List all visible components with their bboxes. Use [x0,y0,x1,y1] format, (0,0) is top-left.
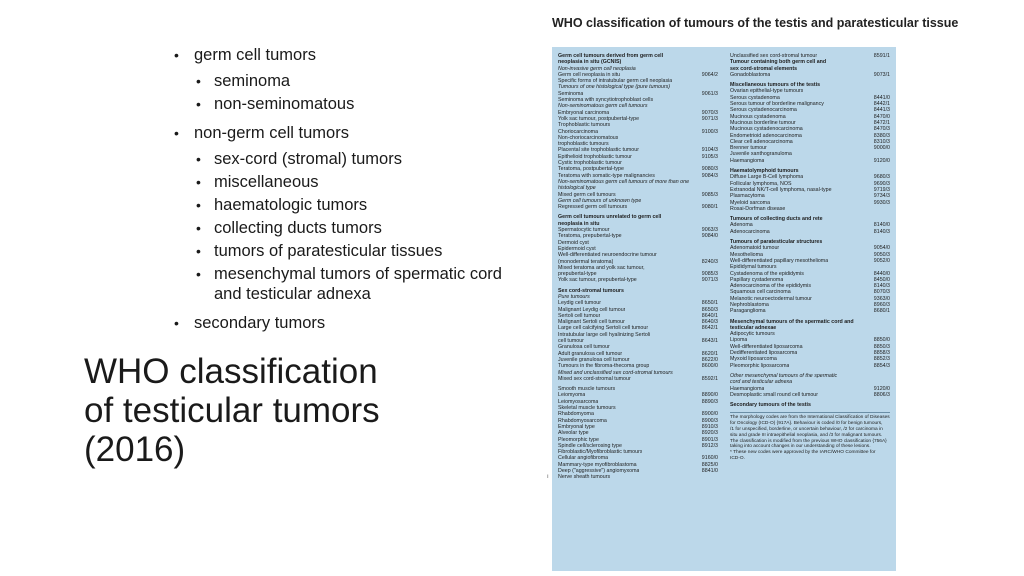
entry-code: 9052/0 [873,257,890,264]
entry-name: Dedifferentiated liposarcoma [730,350,798,357]
figure-entry [730,363,890,369]
entry-name: Epididymal tumours [730,264,777,271]
footnote-line: for Oncology (ICD-O) {917A}. Behaviour is coded /0 for benign tumours, [730,421,883,427]
entry-name: Unclassified sex cord-stromal tumour [730,53,818,59]
entry-name: Cellular angiofibroma [558,455,609,462]
footnote-line: ICD-O. [730,456,745,462]
entry-code: 9120/0 [873,157,890,164]
entry-name: Germ cell neoplasia in situ [558,71,621,78]
figure-entry [730,229,890,235]
bullet-label: non-germ cell tumors [194,124,349,142]
entry-code: 9363/0 [873,295,890,302]
entry-code: 8442/1 [873,101,890,108]
sub-bullet-item: • non-seminomatous [194,94,532,114]
entry-code: 9084/0 [701,233,718,240]
entry-name: Tumours in the fibroma-thecoma group [558,363,650,370]
entry-name: Clear cell adenocarcinoma [730,138,793,145]
figure-entry [730,206,890,212]
entry-name: Non-invasive germ cell neoplasia [558,65,636,72]
entry-name: trophoblastic tumours [558,141,609,148]
entry-name: Nerve sheath tumours [558,474,611,481]
entry-code: 8825/0 [701,461,718,468]
entry-name: Intratubular large cell hyalinizing Sertoli [558,331,651,338]
figure-entry [558,277,718,283]
entry-name: Adenocarcinoma [730,228,770,235]
figure-margin-mark: ı [547,474,549,480]
entry-code: 9000/0 [873,145,890,152]
entry-name: Pleomorphic liposarcoma [730,362,790,369]
entry-name: Teratoma, postpubertal-type [558,166,624,173]
entry-code: 8854/3 [873,362,890,369]
entry-name: Mucinous cystadenocarcinoma [730,126,803,133]
entry-name: Sex cord-stromal tumours [558,287,624,294]
entry-name: Paraganglioma [730,308,766,315]
entry-name: Seminoma [558,90,584,97]
entry-code: 9073/1 [873,71,890,78]
entry-code: 8470/0 [873,113,890,120]
entry-name: Spindle cell/sclerosing type [558,442,622,449]
figure-entry [730,308,890,314]
entry-code: 9680/3 [873,174,890,181]
sub-bullet-item: • mesenchymal tumors of spermatic cord and testicular adnexa [194,264,532,304]
entry-name: cell tumour [558,338,584,345]
entry-name: Malignant Sertoli cell tumour [558,319,625,326]
entry-code: 8680/1 [873,308,890,315]
entry-code: 9063/3 [701,227,718,234]
entry-code: 8140/0 [873,222,890,229]
entry-code: 8852/3 [873,356,890,363]
figure-entry [558,376,718,382]
entry-code [886,402,890,408]
figure-entry [730,402,890,408]
entry-name: Mammary-type myofibroblastoma [558,461,637,468]
entry-name: Desmoplastic small round cell tumour [730,391,819,398]
entry-name: Granulosa cell tumour [558,344,610,351]
entry-name: Extranodal NK/T-cell lymphoma, nasal-type [730,186,832,193]
entry-name: Epithelioid trophoblastic tumour [558,153,632,160]
entry-name: Squamous cell carcinoma [730,289,791,296]
entry-name: Diffuse Large B-Cell lymphoma [730,174,804,181]
entry-code: 8140/3 [873,283,890,290]
entry-name: Deep ("aggressive") angiomyxoma [558,468,640,474]
entry-name: Serous cystadenoma [730,94,780,101]
entry-name: Brenner tumour [730,145,767,152]
entry-name: Well-differentiated liposarcoma [730,343,803,350]
entry-code: 9080/1 [701,204,718,211]
entry-code: 9071/3 [701,115,718,122]
entry-name: Teratoma, prepubertal-type [558,233,622,240]
entry-name: Cystic trophoblastic tumour [558,160,622,167]
entry-name: Embryonal carcinoma [558,109,610,116]
entry-name: Adenoma [730,222,753,229]
figure-right-rows [730,53,890,408]
entry-name: Melanotic neuroectodermal tumour [730,295,812,302]
entry-name: Germ cell tumours unrelated to germ cell [558,214,662,221]
entry-code: 8470/3 [873,126,890,133]
entry-name: Nephroblastoma [730,301,769,308]
entry-name: testicular adnexae [730,324,777,331]
entry-name: Mixed sex cord-stromal tumour [558,375,631,382]
entry-code: 9105/3 [701,153,718,160]
entry-name: Haemangioma [730,157,765,164]
entry-name: Mucinous borderline tumour [730,119,796,126]
figure-entry [558,474,718,480]
bullet-label: secondary tumors [194,314,326,332]
slide-title: WHO classification of testicular tumors (2016) [84,352,380,469]
sub-bullet-item: • miscellaneous [194,172,532,192]
sub-bullet-item: • sex-cord (stromal) tumors [194,149,532,169]
entry-name: Epidermoid cyst [558,245,596,252]
entry-name: Pleomorphic type [558,436,599,443]
figure-entry [730,392,890,398]
entry-name: Adipocytic tumours [730,331,775,338]
bullet-list [172,42,532,336]
entry-code: 9930/3 [873,199,890,206]
entry-code: 9080/3 [701,166,718,173]
footnote-line: situ and grade III intraepithelial neoplasia, and /3 for malignant tumours. [730,432,883,438]
entry-name: Follicular lymphoma, NOS [730,180,792,187]
figure-entry [730,158,890,164]
entry-code: 8441/3 [873,107,890,114]
footnote-line: /1 for unspecified, borderline, or uncertain behaviour, /2 for carcinoma in [730,427,883,433]
entry-code: 9050/3 [873,251,890,258]
entry-code: 8850/3 [873,343,890,350]
figure-footnotes [730,412,890,461]
sub-bullet-item: • haematologic tumors [194,195,532,215]
entry-code: 9054/0 [873,245,890,252]
entry-code: 8806/3 [873,391,890,398]
entry-name: Haemangioma [730,385,765,392]
entry-name: Rosai-Dorfman disease [730,205,786,212]
entry-name: Mixed and unclassified sex cord-stromal tumours [558,369,673,376]
entry-code: 8070/3 [873,289,890,296]
entry-code: 8890/3 [701,398,718,405]
entry-name: Mixed germ cell tumours [558,191,616,198]
entry-name: Pure tumours [558,293,590,300]
entry-code: 8901/3 [701,436,718,443]
bullet-item [172,42,532,114]
entry-code: 8960/3 [873,301,890,308]
entry-name: Serous tumour of borderline malignancy [730,101,824,108]
entry-name: Haematolymphoid tumours [730,168,799,175]
entry-name: Endometrioid adenocarcinoma [730,132,802,139]
entry-name: Malignant Leydig cell tumour [558,306,626,313]
entry-name: Non-choriocarcinomatous [558,134,619,141]
footnote-line: The morphology codes are from the International Classification of Diseases [730,415,890,421]
bullet-item [172,310,532,336]
entry-code [714,474,718,480]
entry-name: Non-seminomatous germ cell tumours [558,103,648,110]
entry-code: 8600/0 [701,363,718,370]
entry-code: 8890/0 [701,392,718,399]
entry-name: Secondary tumours of the testis [730,402,811,409]
sub-bullet-item: • seminoma [194,71,532,91]
footnote-line: * These new codes were approved by the IARC/WHO Committee for [730,450,876,456]
entry-name: Leiomyoma [558,392,586,399]
entry-code: 9120/0 [873,385,890,392]
entry-name: neoplasia in situ [558,220,600,227]
entry-name: Teratoma with somatic-type malignancies [558,172,655,179]
bullet-label: germ cell tumors [194,46,316,64]
entry-name: Leydig cell tumour [558,300,601,307]
entry-name: Embryonal type [558,423,595,430]
entry-code: 8900/3 [701,417,718,424]
entry-code: 8310/3 [873,138,890,145]
entry-name: Specific forms of intratubular germ cell neoplasia [558,78,673,85]
entry-code [886,206,890,212]
entry-name: Smooth muscle tumours [558,386,616,393]
entry-code: 8591/1 [873,53,890,59]
entry-name: Yolk sac tumour, postpubertal-type [558,115,640,122]
entry-code: 8441/0 [873,94,890,101]
entry-code: 8592/1 [701,375,718,382]
entry-code: 8920/3 [701,430,718,437]
entry-name: prepubertal-type [558,271,597,278]
entry-code: 9085/3 [701,271,718,278]
entry-name: Alveolar type [558,430,589,437]
entry-code: 9104/3 [701,147,718,154]
entry-name: Well-differentiated papillary mesothelioma [730,257,829,264]
sub-bullet-item: • tumors of paratesticular tissues [194,241,532,261]
sub-bullet-item: • collecting ducts tumors [194,218,532,238]
entry-name: Cystadenoma of the epididymis [730,270,804,277]
entry-name: Adenocarcinoma of the epididymis [730,283,811,290]
entry-code: 8240/3 [701,258,718,265]
entry-name: (monodermal teratoma) [558,258,614,265]
sub-bullet-list [194,149,532,304]
figure-right-column [730,53,890,462]
entry-code: 8620/1 [701,350,718,357]
entry-code: 8472/1 [873,119,890,126]
entry-name: Juvenile granulosa cell tumour [558,356,630,363]
entry-name: Placental site trophoblastic tumour [558,147,639,154]
entry-name: Rhabdomyoma [558,411,594,418]
entry-code: 8380/3 [873,132,890,139]
entry-name: Sertoli cell tumour [558,312,601,319]
footnote-line: The classification is modified from the previous WHO classification {756A} [730,438,887,444]
entry-code: 8640/1 [701,312,718,319]
entry-name: Other mesenchymal tumours of the spermatic [730,372,838,379]
entry-name: Germ cell tumours of unknown type [558,197,642,204]
entry-code: 8900/0 [701,411,718,418]
entry-name: Miscellaneous tumours of the testis [730,82,821,89]
entry-code: 9690/3 [873,180,890,187]
entry-name: Leiomyosarcoma [558,398,599,405]
entry-name: Adenomatoid tumour [730,245,780,252]
entry-code: 8858/3 [873,350,890,357]
entry-code: 9719/3 [873,186,890,193]
entry-name: Adult granulosa cell tumour [558,350,623,357]
figure-entry [730,72,890,78]
sub-bullet-list [194,71,532,114]
figure-entry [558,204,718,210]
bullet-item [172,120,532,304]
entry-name: Trophoblastic tumours [558,122,611,129]
entry-name: Lipoma [730,337,748,344]
entry-name: Dermoid cyst [558,239,589,246]
entry-code: 8912/3 [701,442,718,449]
entry-name: Juvenile xanthogranuloma [730,151,792,158]
entry-code: 9061/3 [701,90,718,97]
entry-name: Large cell calcifying Sertoli cell tumour [558,325,649,332]
entry-code: 9734/3 [873,193,890,200]
entry-name: cord and testicular adnexa [730,379,793,386]
entry-name: Ovarian epithelial-type tumours [730,88,804,95]
entry-name: Tumours of collecting ducts and rete [730,216,823,223]
figure-heading: WHO classification of tumours of the testis and paratesticular tissue [552,16,959,30]
entry-name: Mesothelioma [730,251,763,258]
entry-name: Choriocarcinoma [558,128,599,135]
entry-code: 8440/0 [873,270,890,277]
entry-name: Tumours of one histological type (pure tumours) [558,84,671,91]
classification-figure [552,47,896,571]
entry-name: Plasmacytoma [730,193,765,200]
entry-name: Mesenchymal tumours of the spermatic cord and [730,318,854,325]
entry-code: 8910/3 [701,423,718,430]
entry-name: Germ cell tumours derived from germ cell [558,53,664,59]
entry-name: Non-seminomatous germ cell tumours of more than one [558,178,690,185]
entry-name: Seminoma with syncytiotrophoblast cells [558,97,654,104]
entry-name: Tumours of paratesticular structures [730,239,823,246]
entry-name: Papillary cystadenoma [730,276,784,283]
entry-code: 9084/3 [701,172,718,179]
entry-name: Mixed teratoma and yolk sac tumour, [558,264,645,271]
entry-code: 9071/3 [701,277,718,284]
entry-name: Myxoid liposarcoma [730,356,777,363]
entry-name: Gonadoblastoma [730,71,771,78]
entry-name: histological type [558,185,596,192]
entry-name: Spermatocytic tumour [558,227,610,234]
entry-code: 9070/3 [701,109,718,116]
entry-name: Fibroblastic/Myofibroblastic tumours [558,449,643,456]
bullet-root [172,42,532,336]
entry-name: Serous cystadenocarcinoma [730,107,797,114]
entry-name: Myeloid sarcoma [730,199,771,206]
entry-code: 9100/3 [701,128,718,135]
entry-name: Tumour containing both germ cell and [730,59,827,66]
entry-code: 8622/0 [701,356,718,363]
entry-code: 8643/1 [701,338,718,345]
entry-code: 8650/1 [701,300,718,307]
entry-code: 8850/0 [873,337,890,344]
entry-name: Regressed germ cell tumours [558,204,628,211]
entry-code: 9085/3 [701,191,718,198]
entry-code: 8650/3 [701,306,718,313]
entry-name: Skeletal muscle tumours [558,405,616,412]
entry-name: neoplasia in situ (GCNIS) [558,59,622,66]
entry-code: 9064/2 [701,71,718,78]
entry-code: 8640/3 [701,319,718,326]
entry-code: 8841/0 [701,468,718,474]
entry-name: Well-differentiated neuroendocrine tumour [558,252,657,259]
entry-name: Rhabdomyosarcoma [558,417,607,424]
entry-code: 8140/3 [873,228,890,235]
entry-name: Mucinous cystadenoma [730,113,786,120]
figure-left-column [558,53,718,481]
entry-name: Yolk sac tumour, prepubertal-type [558,277,637,284]
entry-code: 8450/0 [873,276,890,283]
footnote-line: taking into account changes in our understanding of these lesions. [730,444,871,450]
entry-code: 9160/0 [701,455,718,462]
entry-name: sex cord-stromal elements [730,65,798,72]
entry-code: 8642/1 [701,325,718,332]
